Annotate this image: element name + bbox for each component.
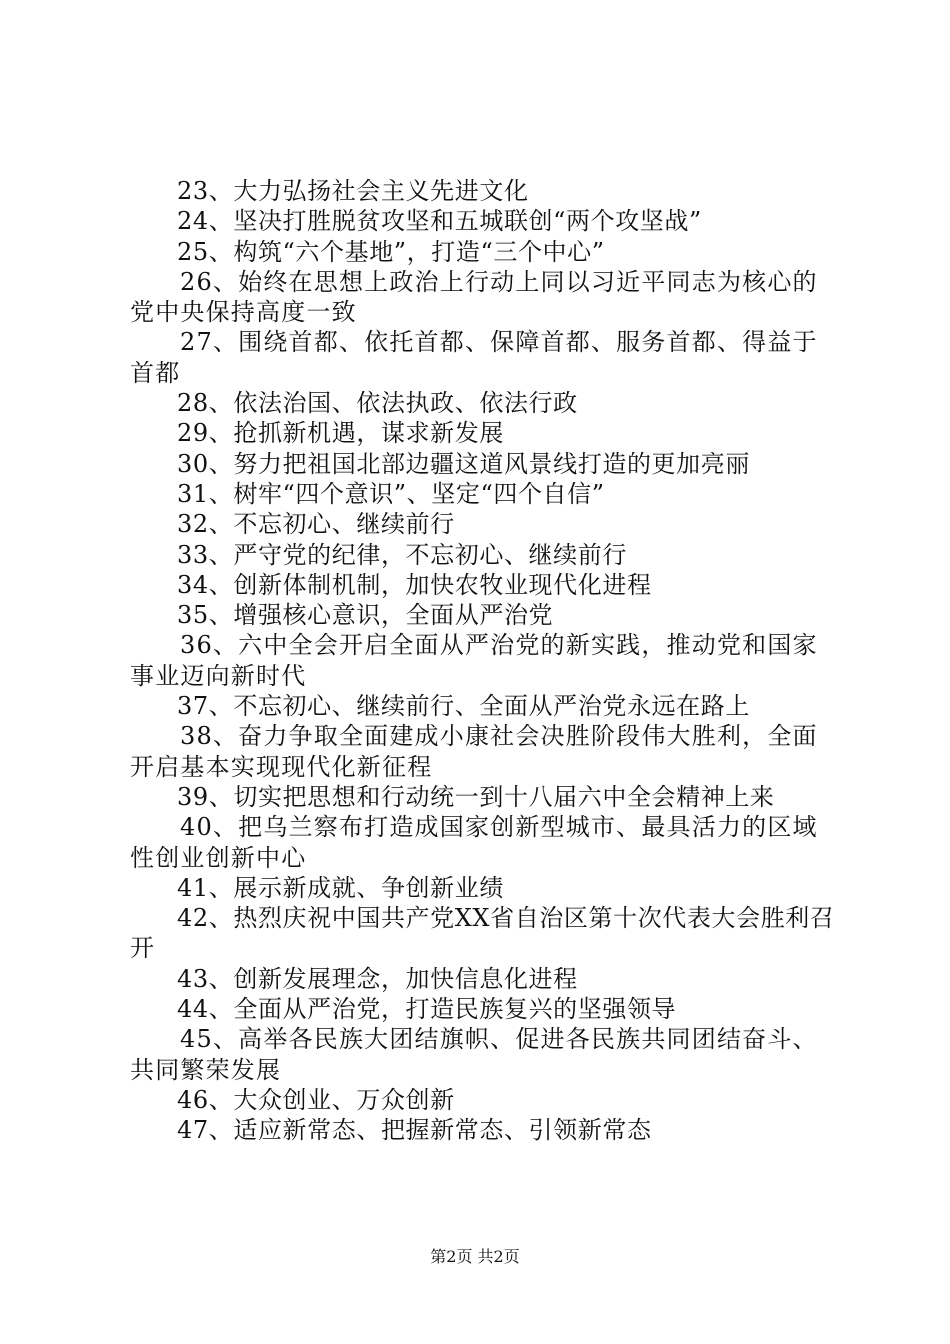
list-item: 38、奋力争取全面建成小康社会决胜阶段伟大胜利，全面开启基本实现现代化新征程 xyxy=(130,722,818,781)
list-item: 42、热烈庆祝中国共产党XX省自治区第十次代表大会胜利召开 xyxy=(130,904,835,963)
list-item: 26、始终在思想上政治上行动上同以习近平同志为核心的党中央保持高度一致 xyxy=(130,267,818,327)
list-item: 36、六中全会开启全面从严治党的新实践，推动党和国家事业迈向新时代 xyxy=(130,631,818,690)
list-item: 28、依法治国、依法执政、依法行政 xyxy=(177,389,578,418)
list-item: 25、构筑“六个基地”，打造“三个中心” xyxy=(177,237,605,266)
list-item: 39、切实把思想和行动统一到十八届六中全会精神上来 xyxy=(177,782,775,811)
list-item: 37、不忘初心、继续前行、全面从严治党永远在路上 xyxy=(177,692,750,721)
list-item: 46、大众创业、万众创新 xyxy=(177,1085,455,1114)
list-item: 30、努力把祖国北部边疆这道风景线打造的更加亮丽 xyxy=(177,449,750,478)
list-item: 34、创新体制机制，加快农牧业现代化进程 xyxy=(177,570,652,599)
list-item: 33、严守党的纪律，不忘初心、继续前行 xyxy=(177,540,627,569)
list-item: 24、坚决打胜脱贫攻坚和五城联创“两个攻坚战” xyxy=(177,207,702,236)
list-item: 41、展示新成就、争创新业绩 xyxy=(177,873,504,902)
list-item: 29、抢抓新机遇，谋求新发展 xyxy=(177,419,504,448)
list-item: 40、把乌兰察布打造成国家创新型城市、最具活力的区域性创业创新中心 xyxy=(130,813,818,872)
list-item: 43、创新发展理念，加快信息化进程 xyxy=(177,964,578,993)
list-item: 31、树牢“四个意识”、坚定“四个自信” xyxy=(177,479,605,508)
document-body xyxy=(130,176,836,1146)
list-item: 47、适应新常态、把握新常态、引领新常态 xyxy=(177,1116,652,1145)
list-item: 23、大力弘扬社会主义先进文化 xyxy=(177,177,529,205)
list-item: 45、高举各民族大团结旗帜、促进各民族共同团结奋斗、共同繁荣发展 xyxy=(130,1025,818,1084)
list-item: 35、增强核心意识，全面从严治党 xyxy=(177,601,554,630)
list-item: 27、围绕首都、依托首都、保障首都、服务首都、得益于首都 xyxy=(130,328,818,387)
list-item: 44、全面从严治党，打造民族复兴的坚强领导 xyxy=(177,995,677,1024)
list-item: 32、不忘初心、继续前行 xyxy=(177,510,455,539)
page-number-footer: 第2页 共2页 xyxy=(430,1247,520,1266)
